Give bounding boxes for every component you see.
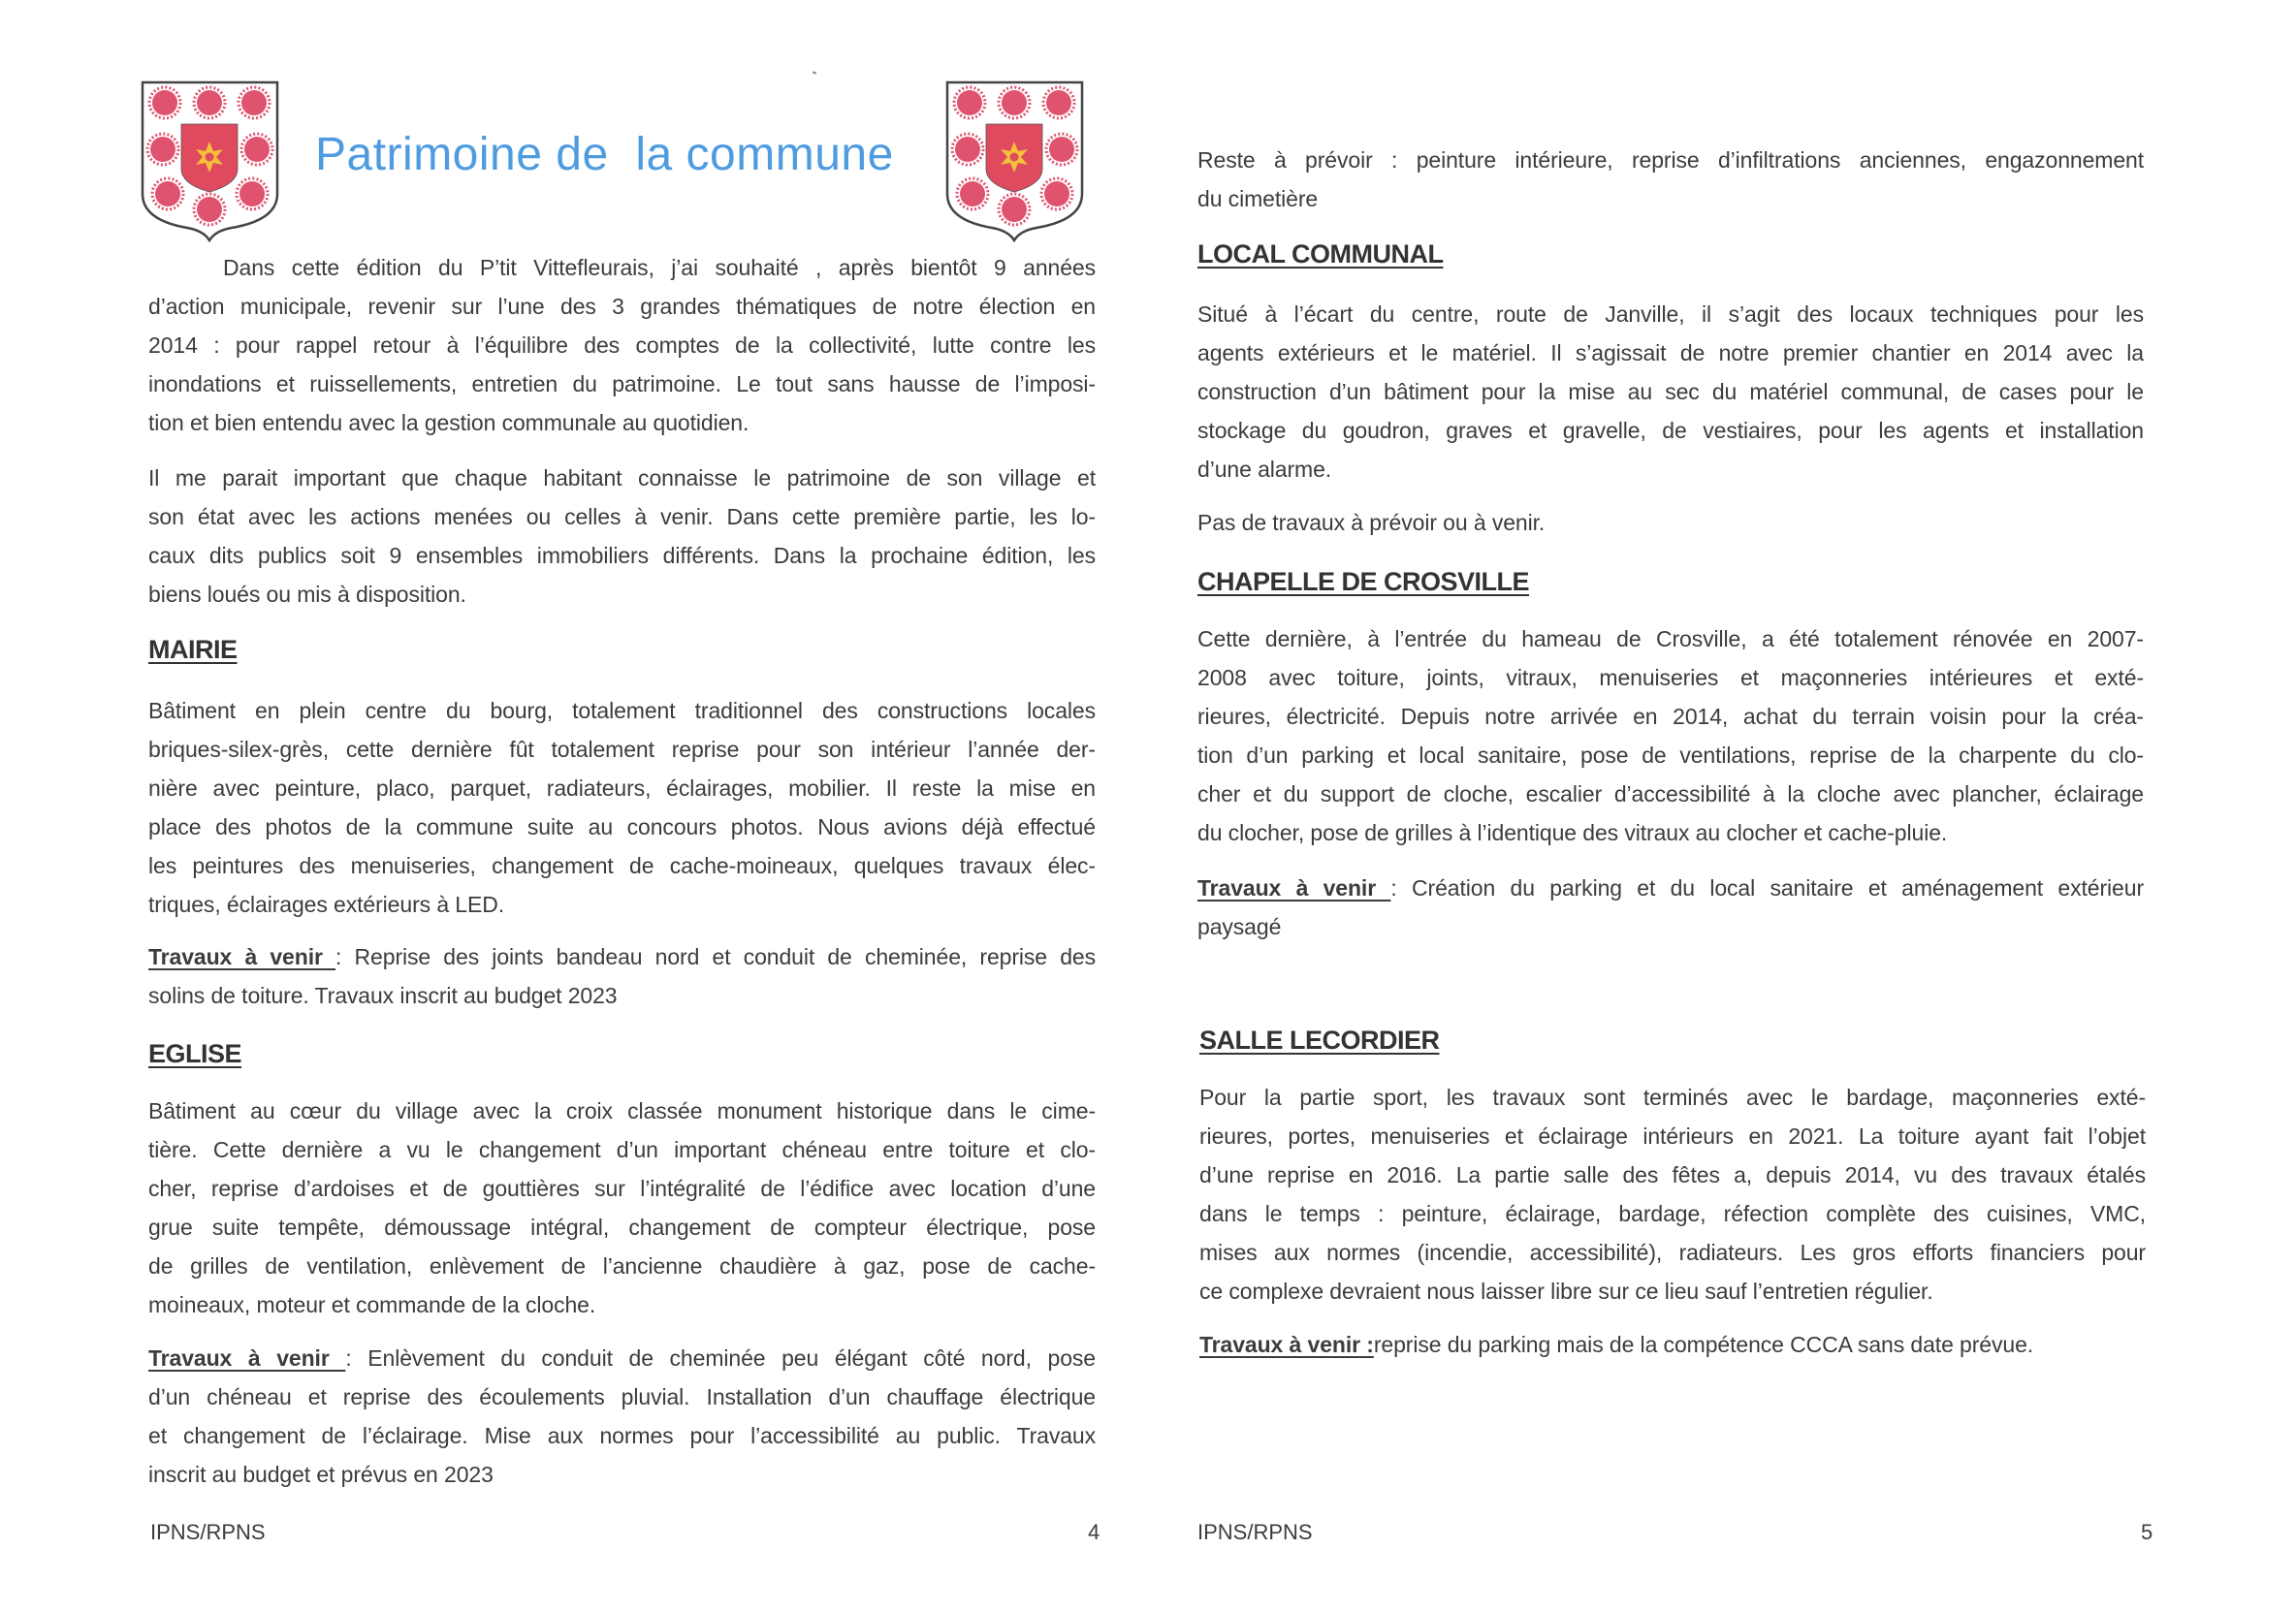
page-right (1148, 0, 2296, 1613)
travaux-label: Travaux à venir : (1199, 1332, 1374, 1357)
text-line: Pour la partie sport, les travaux sont terminés avec le bardage, maçonneries exté- (1199, 1085, 2146, 1110)
travaux-text: : Création du parking et du local sanitaire et aménagement extérieur (1390, 875, 2144, 901)
text-line: d’une alarme. (1197, 457, 1332, 482)
text-line: son état avec les actions menées ou celles à venir. Dans cette première partie, les lo- (148, 504, 1096, 529)
local-communal-body (1197, 295, 2144, 489)
local-communal-note (1197, 503, 2144, 542)
text-line: Pas de travaux à prévoir ou à venir. (1197, 510, 1546, 535)
scan-speck (813, 71, 816, 75)
text-line: rieures, portes, menuiseries et éclairage intérieurs en 2021. La toiture ayant fait l’objet (1199, 1123, 2146, 1149)
text-line: du clocher, pose de grilles à l’identique des vitraux au clocher et cache-pluie. (1197, 820, 1948, 845)
text-line: cher, reprise d’ardoises et de gouttières sur l’intégralité de l’édifice avec location d’une (148, 1176, 1096, 1201)
text-line: d’un chéneau et reprise des écoulements pluvial. Installation d’un chauffage électrique (148, 1384, 1096, 1409)
chapelle-body (1197, 619, 2144, 852)
text-line: agents extérieurs et le matériel. Il s’agissait de notre premier chantier en 2014 avec la (1197, 340, 2144, 365)
travaux-text: : Reprise des joints bandeau nord et conduit de cheminée, reprise des (335, 944, 1096, 969)
travaux-label: Travaux à venir (1197, 875, 1391, 901)
text-line: Il me parait important que chaque habitant connaisse le patrimoine de son village et (148, 465, 1096, 490)
text-line: tion et bien entendu avec la gestion communale au quotidien. (148, 410, 749, 435)
text-line: stockage du goudron, graves et gravelle, de vestiaires, pour les agents et installation (1197, 418, 2144, 443)
text-line: place des photos de la commune suite au concours photos. Nous avions déjà effectué (148, 814, 1096, 839)
text-line: cher et du support de cloche, escalier d’accessibilité à la cloche avec plancher, éclairage (1197, 781, 2144, 806)
travaux-label: Travaux à venir (148, 1345, 346, 1371)
text-line: Cette dernière, à l’entrée du hameau de Crosville, a été totalement rénovée en 2007- (1197, 626, 2144, 651)
text-line: paysagé (1197, 914, 1282, 939)
coat-of-arms-icon (140, 79, 280, 242)
section-heading-eglise: EGLISE (148, 1039, 242, 1068)
document-title: Patrimoine de la commune (315, 129, 894, 180)
text-line (1197, 869, 2144, 907)
text-line: du cimetière (1197, 186, 1319, 211)
eglise-travaux (148, 1339, 1096, 1494)
mairie-travaux (148, 937, 1096, 1015)
text-line: mises aux normes (incendie, accessibilité), radiateurs. Les gros efforts financiers pour (1199, 1240, 2146, 1265)
eglise-body (148, 1091, 1096, 1324)
intro-paragraph (148, 248, 1096, 442)
text-line: Bâtiment au cœur du village avec la croix classée monument historique dans le cime- (148, 1098, 1096, 1123)
travaux-label: Travaux à venir (148, 944, 336, 969)
text-line: grue suite tempête, démoussage intégral, changement de compteur électrique, pose (148, 1215, 1096, 1240)
coat-of-arms-icon (944, 79, 1085, 242)
text-line: inscrit au budget et prévus en 2023 (148, 1462, 494, 1487)
footer-label: IPNS/RPNS (150, 1520, 266, 1544)
text-line: 2008 avec toiture, joints, vitraux, menuiseries et maçonneries intérieures et exté- (1197, 665, 2144, 690)
reste-a-prevoir (1197, 141, 2144, 218)
salle-travaux (1199, 1325, 2146, 1364)
section-heading-local-communal: LOCAL COMMUNAL (1197, 239, 1444, 269)
text-line: construction d’un bâtiment pour la mise au sec du matériel communal, de cases pour le (1197, 379, 2144, 404)
text-line: Bâtiment en plein centre du bourg, totalement traditionnel des constructions locales (148, 698, 1096, 723)
text-line: triques, éclairages extérieurs à LED. (148, 892, 505, 917)
text-line: Situé à l’écart du centre, route de Janville, il s’agit des locaux techniques pour les (1197, 301, 2144, 327)
text-line (148, 937, 1096, 976)
page-number: 4 (1088, 1520, 1100, 1544)
page-number: 5 (2141, 1520, 2153, 1544)
section-heading-mairie: MAIRIE (148, 635, 238, 664)
text-line: Dans cette édition du P’tit Vittefleurais, j’ai souhaité , après bientôt 9 années (223, 255, 1096, 280)
text-line: caux dits publics soit 9 ensembles immobiliers différents. Dans la prochaine édition, les (148, 543, 1096, 568)
text-line: d’action municipale, revenir sur l’une des 3 grandes thématiques de notre élection en (148, 294, 1096, 319)
footer-label: IPNS/RPNS (1197, 1520, 1313, 1544)
text-line: nière avec peinture, placo, parquet, radiateurs, éclairages, mobilier. Il reste la mise en (148, 775, 1096, 801)
mairie-body (148, 691, 1096, 924)
text-line: moineaux, moteur et commande de la cloche. (148, 1292, 596, 1317)
chapelle-travaux (1197, 869, 2144, 946)
text-line: inondations et ruissellements, entretien du patrimoine. Le tout sans hausse de l’imposi- (148, 371, 1096, 396)
text-line: d’une reprise en 2016. La partie salle des fêtes a, depuis 2014, vu des travaux étalés (1199, 1162, 2146, 1187)
text-line: solins de toiture. Travaux inscrit au budget 2023 (148, 983, 618, 1008)
text-line: de grilles de ventilation, enlèvement de l’ancienne chaudière à gaz, pose de cache- (148, 1253, 1096, 1279)
intro-paragraph-2 (148, 459, 1096, 614)
text-line: 2014 : pour rappel retour à l’équilibre des comptes de la collectivité, lutte contre les (148, 332, 1096, 358)
text-line (148, 1339, 1096, 1377)
text-line: dans le temps : peinture, éclairage, bardage, réfection complète des cuisines, VMC, (1199, 1201, 2146, 1226)
salle-body (1199, 1078, 2146, 1311)
text-line: tière. Cette dernière a vu le changement d’un important chéneau entre toiture et clo- (148, 1137, 1096, 1162)
section-heading-chapelle: CHAPELLE DE CROSVILLE (1197, 567, 1530, 596)
travaux-text: : Enlèvement du conduit de cheminée peu élégant côté nord, pose (345, 1345, 1096, 1371)
text-line: ce complexe devraient nous laisser libre sur ce lieu sauf l’entretien régulier. (1199, 1279, 1933, 1304)
text-line (1199, 1325, 2146, 1364)
text-line: tion d’un parking et local sanitaire, pose de ventilations, reprise de la charpente du clo- (1197, 743, 2144, 768)
section-heading-salle-lecordier: SALLE LECORDIER (1199, 1026, 1440, 1055)
travaux-text: reprise du parking mais de la compétence CCCA sans date prévue. (1373, 1332, 2034, 1357)
text-line: Reste à prévoir : peinture intérieure, reprise d’infiltrations anciennes, engazonnement (1197, 147, 2144, 173)
text-line: briques-silex-grès, cette dernière fût totalement reprise pour son intérieur l’année der- (148, 737, 1096, 762)
text-line: et changement de l’éclairage. Mise aux normes pour l’accessibilité au public. Travaux (148, 1423, 1096, 1448)
text-line: rieures, électricité. Depuis notre arrivée en 2014, achat du terrain voisin pour la créa- (1197, 704, 2144, 729)
text-line: biens loués ou mis à disposition. (148, 582, 466, 607)
text-line: les peintures des menuiseries, changement de cache-moineaux, quelques travaux élec- (148, 853, 1096, 878)
